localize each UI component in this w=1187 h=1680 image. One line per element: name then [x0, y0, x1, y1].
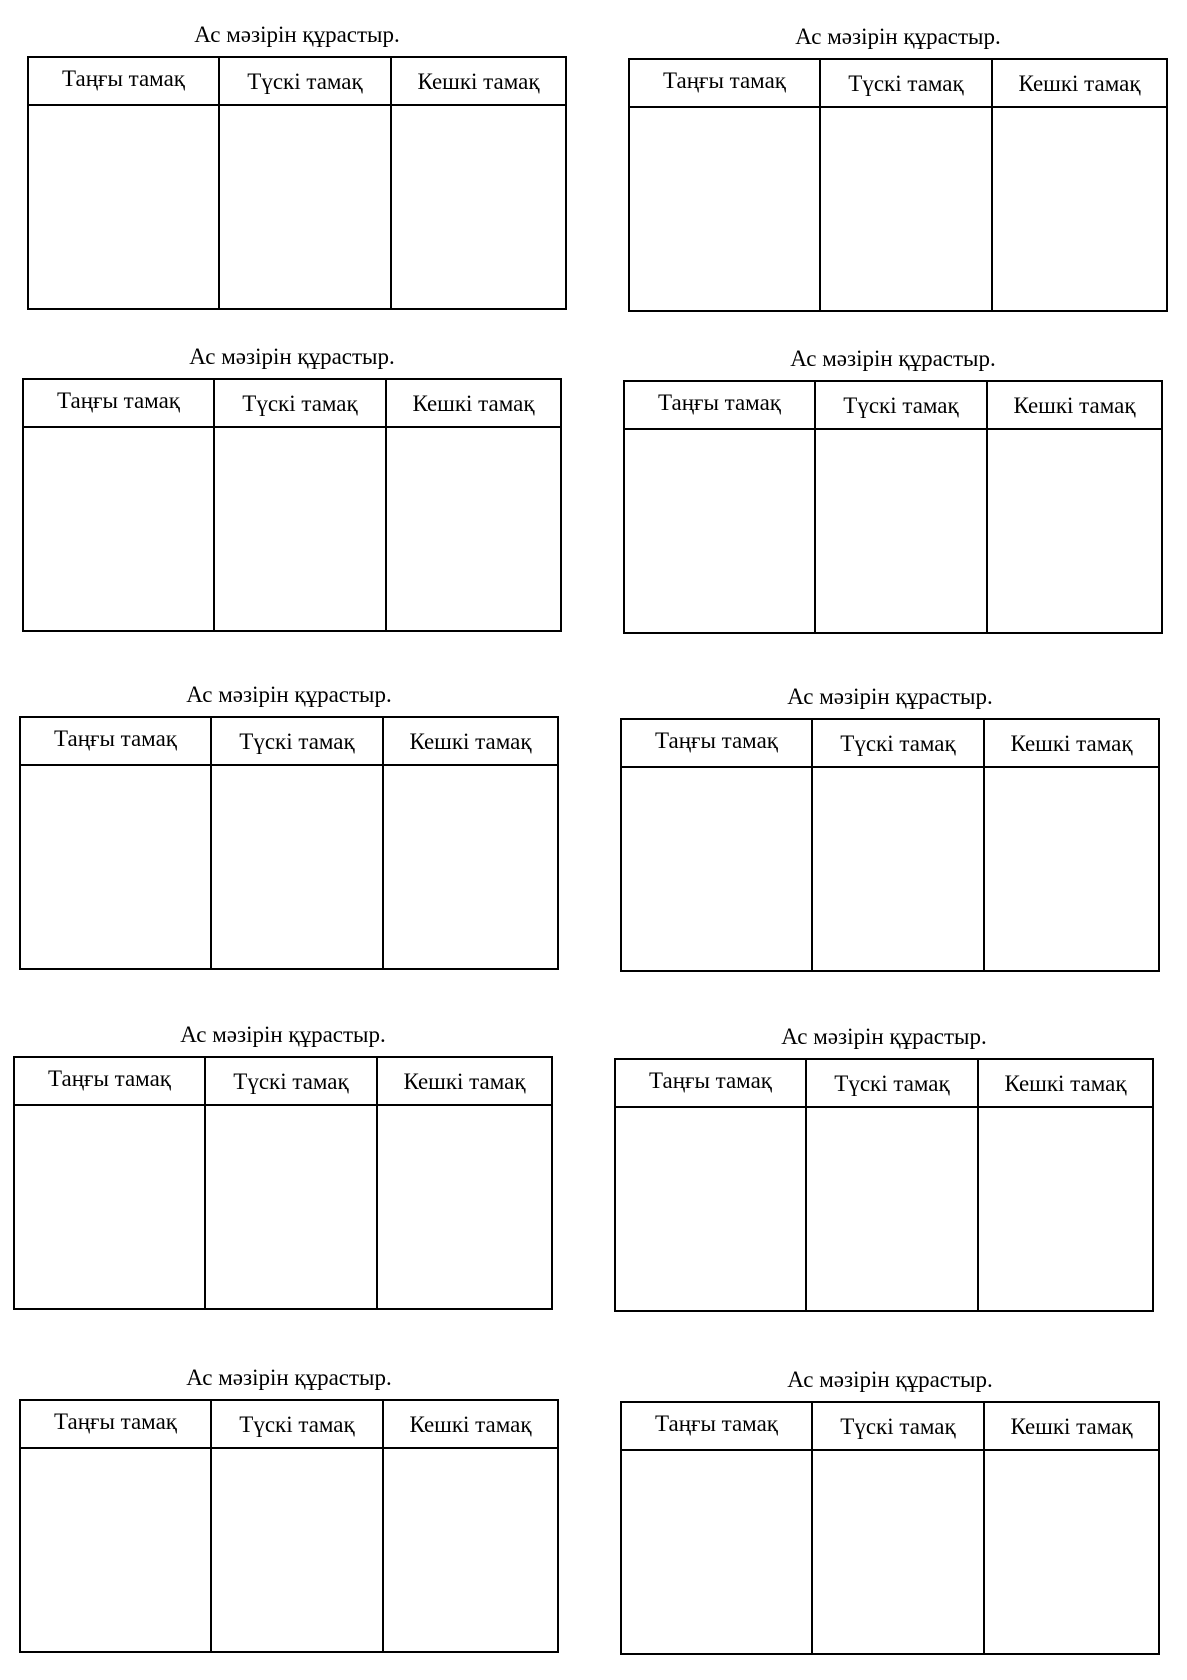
- lunch-cell[interactable]: [206, 1106, 376, 1308]
- breakfast-header: Таңғы тамақ: [625, 382, 814, 430]
- lunch-header: Түскі тамақ: [816, 382, 986, 430]
- breakfast-column: [630, 60, 819, 310]
- breakfast-header: Таңғы тамақ: [15, 1058, 204, 1106]
- lunch-column: [210, 1401, 382, 1651]
- breakfast-header: Таңғы тамақ: [21, 1401, 210, 1449]
- menu-table: [623, 380, 1163, 634]
- dinner-cell[interactable]: [993, 108, 1166, 310]
- breakfast-column: [29, 58, 218, 308]
- dinner-header: Кешкі тамақ: [993, 60, 1166, 108]
- breakfast-column: [24, 380, 213, 630]
- dinner-column: [382, 1401, 557, 1651]
- dinner-cell[interactable]: [387, 428, 560, 630]
- dinner-header: Кешкі тамақ: [392, 58, 565, 106]
- card-title: Ас мәзірін құрастыр.: [781, 1024, 987, 1049]
- breakfast-cell[interactable]: [625, 430, 814, 632]
- dinner-cell[interactable]: [985, 768, 1158, 970]
- menu-card: [19, 678, 559, 978]
- dinner-column: [376, 1058, 551, 1308]
- card-title: Ас мәзірін құрастыр.: [787, 684, 993, 709]
- menu-table: [19, 1399, 559, 1653]
- lunch-header: Түскі тамақ: [212, 718, 382, 766]
- lunch-column: [210, 718, 382, 968]
- card-title: Ас мәзірін құрастыр.: [186, 1365, 392, 1390]
- menu-card: [623, 342, 1163, 642]
- card-title: Ас мәзірін құрастыр.: [194, 22, 400, 47]
- breakfast-header: Таңғы тамақ: [21, 718, 210, 766]
- dinner-cell[interactable]: [378, 1106, 551, 1308]
- lunch-column: [213, 380, 385, 630]
- menu-table: [27, 56, 567, 310]
- breakfast-header: Таңғы тамақ: [630, 60, 819, 108]
- dinner-header: Кешкі тамақ: [384, 1401, 557, 1449]
- lunch-column: [805, 1060, 977, 1310]
- dinner-cell[interactable]: [985, 1451, 1158, 1653]
- lunch-header: Түскі тамақ: [813, 1403, 983, 1451]
- breakfast-cell[interactable]: [630, 108, 819, 310]
- dinner-column: [382, 718, 557, 968]
- menu-card: [620, 1363, 1160, 1663]
- breakfast-cell[interactable]: [622, 1451, 811, 1653]
- lunch-header: Түскі тамақ: [220, 58, 390, 106]
- breakfast-column: [625, 382, 814, 632]
- breakfast-column: [616, 1060, 805, 1310]
- menu-card: [13, 1018, 553, 1318]
- menu-table: [620, 1401, 1160, 1655]
- breakfast-header: Таңғы тамақ: [29, 58, 218, 106]
- lunch-cell[interactable]: [813, 1451, 983, 1653]
- breakfast-column: [21, 718, 210, 968]
- lunch-cell[interactable]: [816, 430, 986, 632]
- dinner-header: Кешкі тамақ: [985, 1403, 1158, 1451]
- card-title: Ас мәзірін құрастыр.: [180, 1022, 386, 1047]
- breakfast-cell[interactable]: [21, 766, 210, 968]
- breakfast-cell[interactable]: [21, 1449, 210, 1651]
- dinner-column: [986, 382, 1161, 632]
- menu-card: [22, 340, 562, 640]
- dinner-cell[interactable]: [392, 106, 565, 308]
- breakfast-cell[interactable]: [15, 1106, 204, 1308]
- menu-table: [13, 1056, 553, 1310]
- dinner-column: [390, 58, 565, 308]
- dinner-column: [991, 60, 1166, 310]
- breakfast-header: Таңғы тамақ: [622, 720, 811, 768]
- menu-table: [628, 58, 1168, 312]
- dinner-header: Кешкі тамақ: [387, 380, 560, 428]
- card-title: Ас мәзірін құрастыр.: [795, 24, 1001, 49]
- lunch-cell[interactable]: [215, 428, 385, 630]
- lunch-column: [814, 382, 986, 632]
- breakfast-header: Таңғы тамақ: [622, 1403, 811, 1451]
- lunch-column: [811, 1403, 983, 1653]
- lunch-column: [218, 58, 390, 308]
- dinner-column: [983, 720, 1158, 970]
- breakfast-cell[interactable]: [622, 768, 811, 970]
- menu-card: [19, 1361, 559, 1661]
- dinner-cell[interactable]: [384, 766, 557, 968]
- menu-table: [19, 716, 559, 970]
- card-title: Ас мәзірін құрастыр.: [186, 682, 392, 707]
- dinner-cell[interactable]: [979, 1108, 1152, 1310]
- breakfast-cell[interactable]: [29, 106, 218, 308]
- breakfast-header: Таңғы тамақ: [616, 1060, 805, 1108]
- lunch-cell[interactable]: [821, 108, 991, 310]
- dinner-column: [977, 1060, 1152, 1310]
- dinner-column: [983, 1403, 1158, 1653]
- lunch-header: Түскі тамақ: [206, 1058, 376, 1106]
- dinner-header: Кешкі тамақ: [384, 718, 557, 766]
- breakfast-column: [15, 1058, 204, 1308]
- lunch-header: Түскі тамақ: [807, 1060, 977, 1108]
- breakfast-column: [622, 720, 811, 970]
- dinner-header: Кешкі тамақ: [378, 1058, 551, 1106]
- menu-card: [628, 20, 1168, 320]
- dinner-cell[interactable]: [988, 430, 1161, 632]
- lunch-cell[interactable]: [220, 106, 390, 308]
- menu-table: [22, 378, 562, 632]
- menu-table: [614, 1058, 1154, 1312]
- breakfast-cell[interactable]: [616, 1108, 805, 1310]
- lunch-cell[interactable]: [212, 1449, 382, 1651]
- menu-card: [620, 680, 1160, 980]
- dinner-header: Кешкі тамақ: [988, 382, 1161, 430]
- dinner-column: [385, 380, 560, 630]
- card-title: Ас мәзірін құрастыр.: [790, 346, 996, 371]
- breakfast-column: [622, 1403, 811, 1653]
- dinner-cell[interactable]: [384, 1449, 557, 1651]
- menu-table: [620, 718, 1160, 972]
- menu-card: [27, 18, 567, 318]
- lunch-cell[interactable]: [807, 1108, 977, 1310]
- lunch-column: [204, 1058, 376, 1308]
- card-title: Ас мәзірін құрастыр.: [189, 344, 395, 369]
- breakfast-cell[interactable]: [24, 428, 213, 630]
- lunch-column: [819, 60, 991, 310]
- lunch-header: Түскі тамақ: [821, 60, 991, 108]
- lunch-header: Түскі тамақ: [813, 720, 983, 768]
- card-title: Ас мәзірін құрастыр.: [787, 1367, 993, 1392]
- lunch-header: Түскі тамақ: [212, 1401, 382, 1449]
- lunch-cell[interactable]: [813, 768, 983, 970]
- breakfast-header: Таңғы тамақ: [24, 380, 213, 428]
- dinner-header: Кешкі тамақ: [979, 1060, 1152, 1108]
- dinner-header: Кешкі тамақ: [985, 720, 1158, 768]
- lunch-cell[interactable]: [212, 766, 382, 968]
- breakfast-column: [21, 1401, 210, 1651]
- lunch-header: Түскі тамақ: [215, 380, 385, 428]
- menu-card: [614, 1020, 1154, 1320]
- lunch-column: [811, 720, 983, 970]
